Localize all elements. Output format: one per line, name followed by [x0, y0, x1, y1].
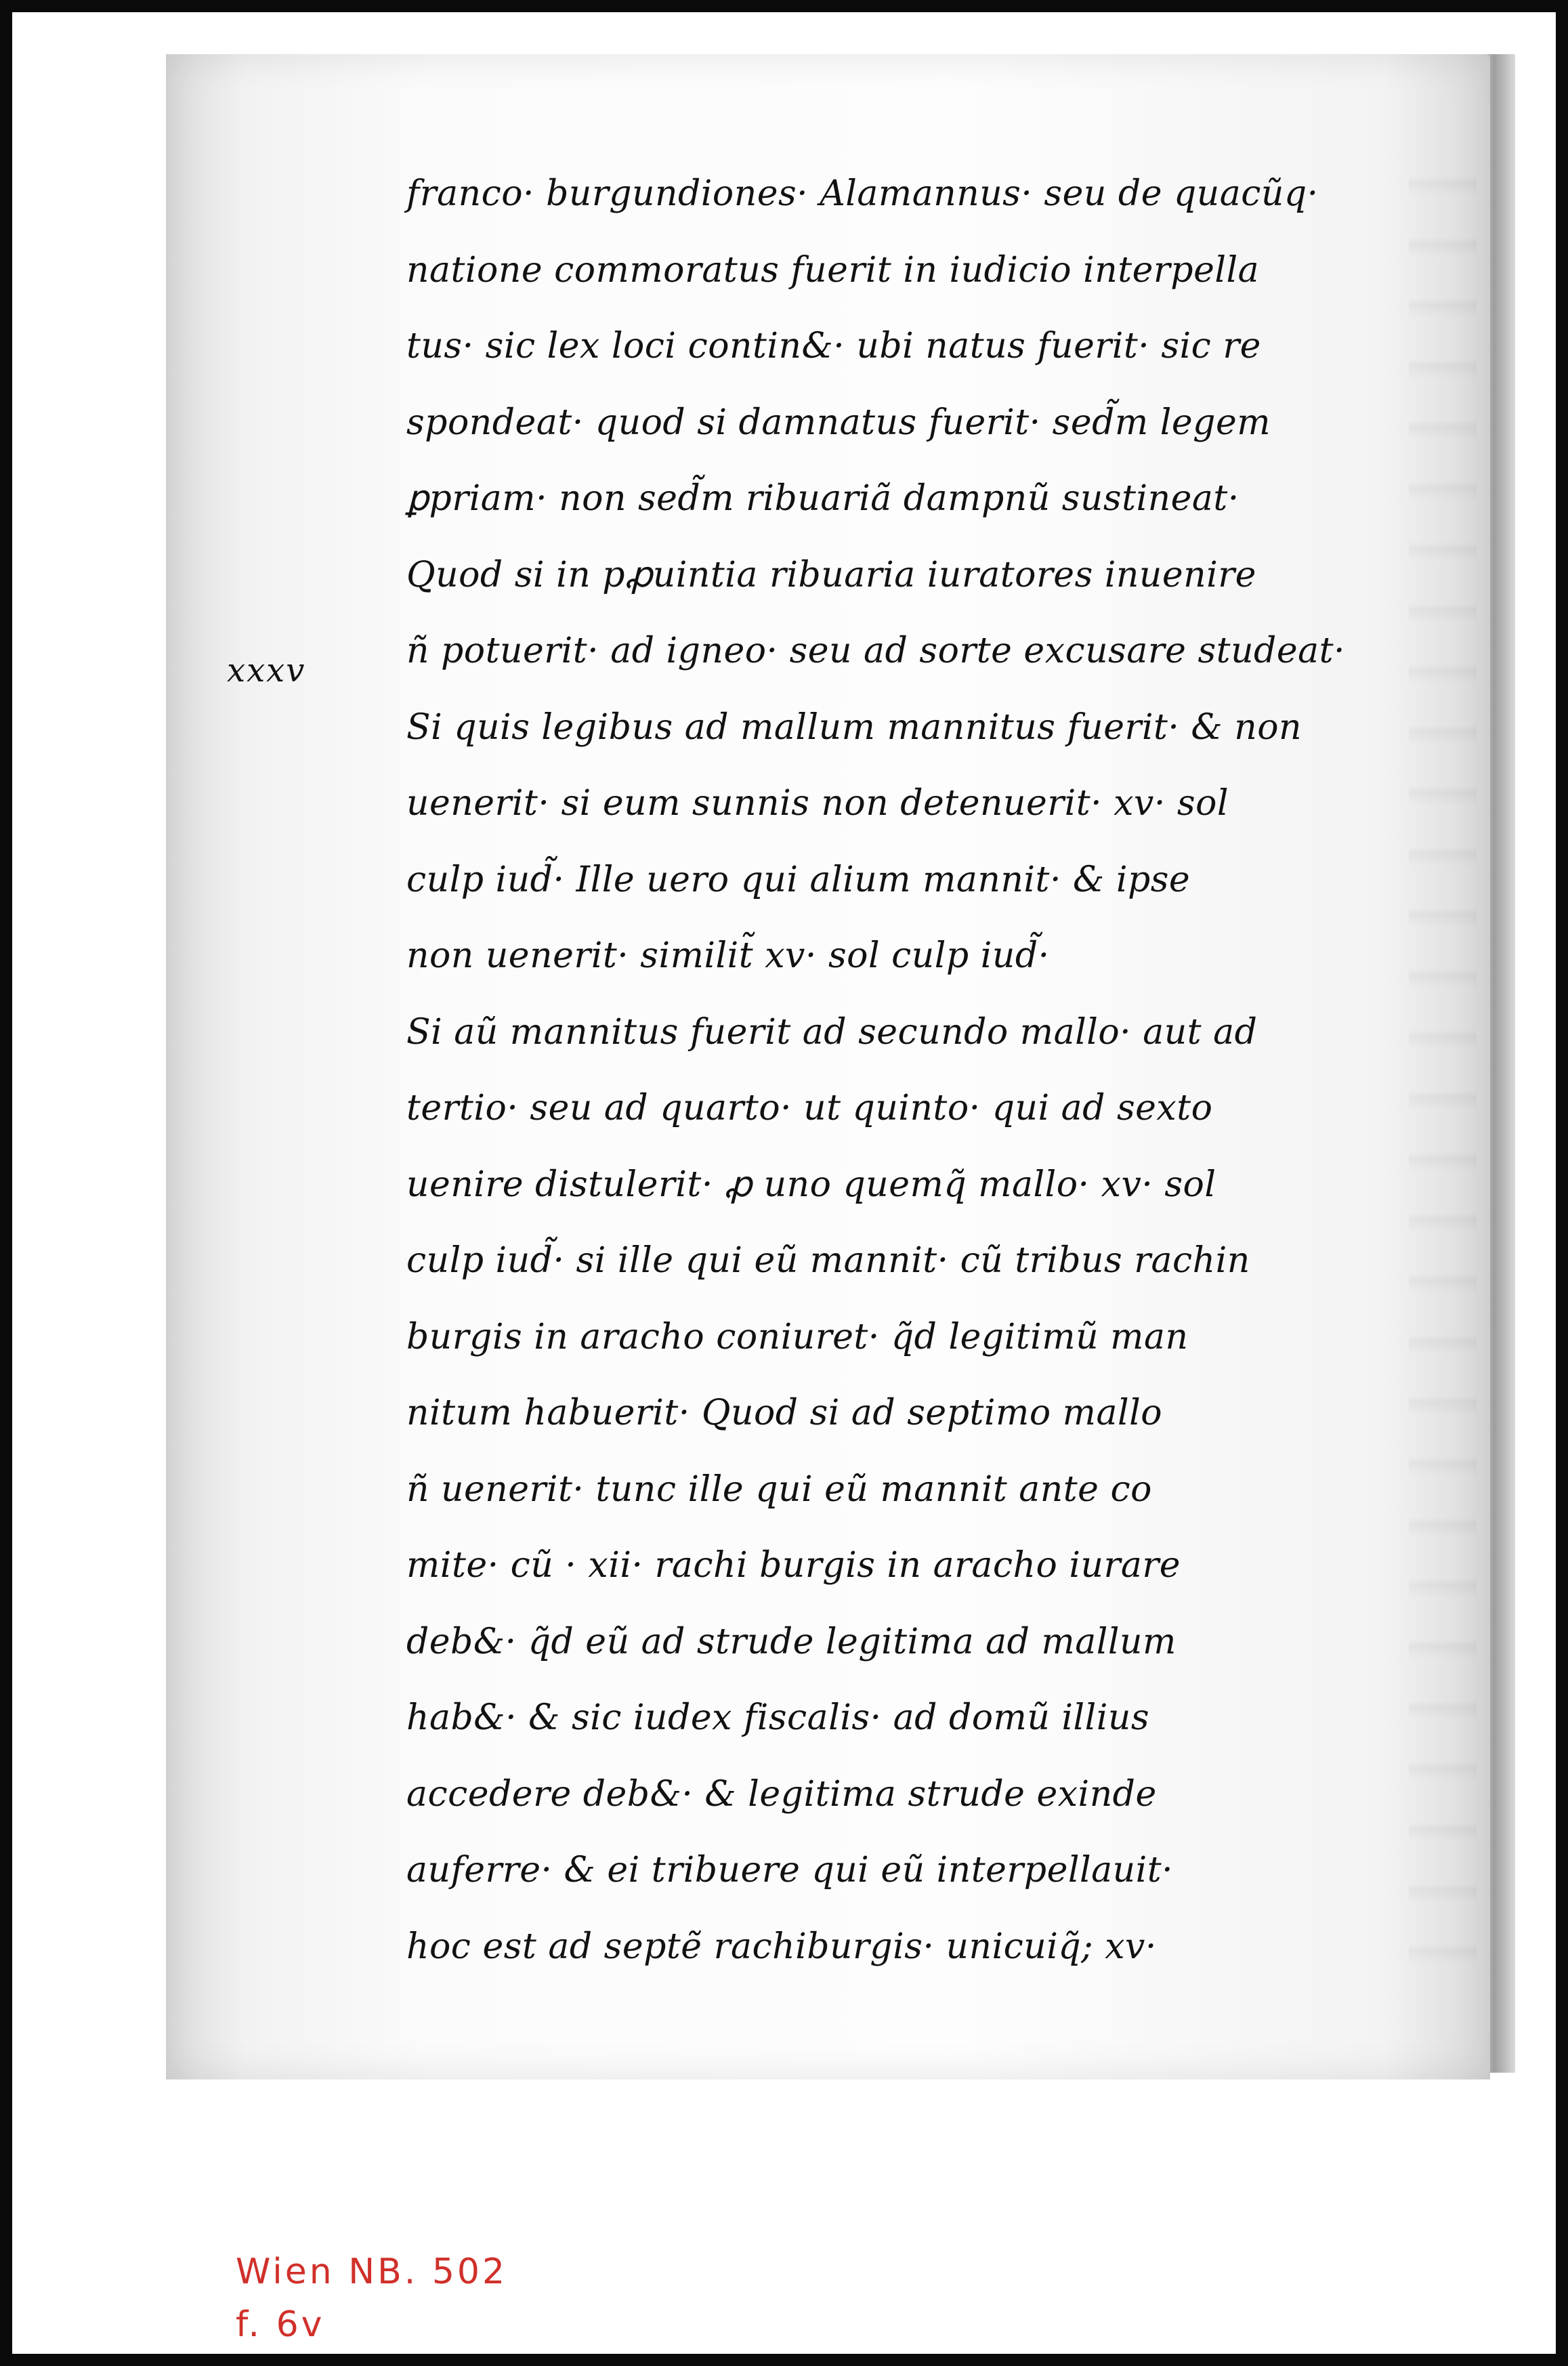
text-line: culp iud̃· si ille qui eũ mannit· cũ tribus rachin	[406, 1240, 1250, 1281]
text-line: mite· cũ · xii· rachi burgis in aracho iurare	[406, 1545, 1181, 1586]
text-line: burgis in aracho coniuret· q̃d legitimũ man	[406, 1316, 1189, 1357]
text-line: uenerit· si eum sunnis non detenuerit· xv· sol	[406, 783, 1229, 824]
text-line: Quod si in pꝓuintia ribuaria iuratores inuenire	[406, 554, 1256, 595]
text-line: ñ uenerit· tunc ille qui eũ mannit ante co	[406, 1469, 1152, 1510]
text-line: nitum habuerit· Quod si ad septimo mallo	[406, 1393, 1163, 1433]
text-line: natione commoratus fuerit in iudicio interpella	[406, 249, 1260, 291]
text-line: tertio· seu ad quarto· ut quinto· qui ad sexto	[406, 1088, 1213, 1128]
text-line: spondeat· quod si damnatus fuerit· sed̃m legem	[406, 402, 1271, 443]
text-line: ñ potuerit· ad igneo· seu ad sorte excusare studeat·	[406, 631, 1346, 671]
text-line: ꝑpriam· non sed̃m ribuariã dampnũ sustineat·	[406, 478, 1239, 519]
text-line: Si quis legibus ad mallum mannitus fuerit· & non	[406, 706, 1302, 748]
text-line: tus· sic lex loci contin&· ubi natus fuerit· sic re	[406, 326, 1261, 366]
text-line: culp iud̃· Ille uero qui alium mannit· & ipse	[406, 859, 1191, 900]
text-line: accedere deb&· & legitima strude exinde	[406, 1773, 1157, 1815]
shelfmark-annotation	[236, 2245, 507, 2351]
text-line: Si aũ mannitus fuerit ad secundo mallo· aut ad	[406, 1011, 1258, 1053]
text-line: deb&· q̃d eũ ad strude legitima ad mallum	[406, 1621, 1177, 1662]
text-line: hoc est ad septẽ rachiburgis· unicuiq̃; xv·	[406, 1926, 1157, 1967]
manuscript-text-block	[406, 156, 1409, 1985]
text-line: non uenerit· similit̃ xv· sol culp iud̃·	[406, 935, 1050, 976]
shelfmark-folio: f. 6v	[236, 2304, 325, 2345]
show-through-text	[1409, 135, 1477, 1964]
text-line: uenire distulerit· ꝓ uno quemq̃ mallo· xv· sol	[406, 1164, 1216, 1205]
marginal-chapter-numeral: xxxv	[227, 652, 306, 690]
shelfmark-library: Wien NB. 502	[236, 2252, 508, 2292]
text-line: franco· burgundiones· Alamannus· seu de quacũq·	[406, 173, 1319, 214]
text-line: auferre· & ei tribuere qui eũ interpellauit·	[406, 1850, 1174, 1890]
text-line: hab&· & sic iudex fiscalis· ad domũ illius	[406, 1697, 1150, 1738]
